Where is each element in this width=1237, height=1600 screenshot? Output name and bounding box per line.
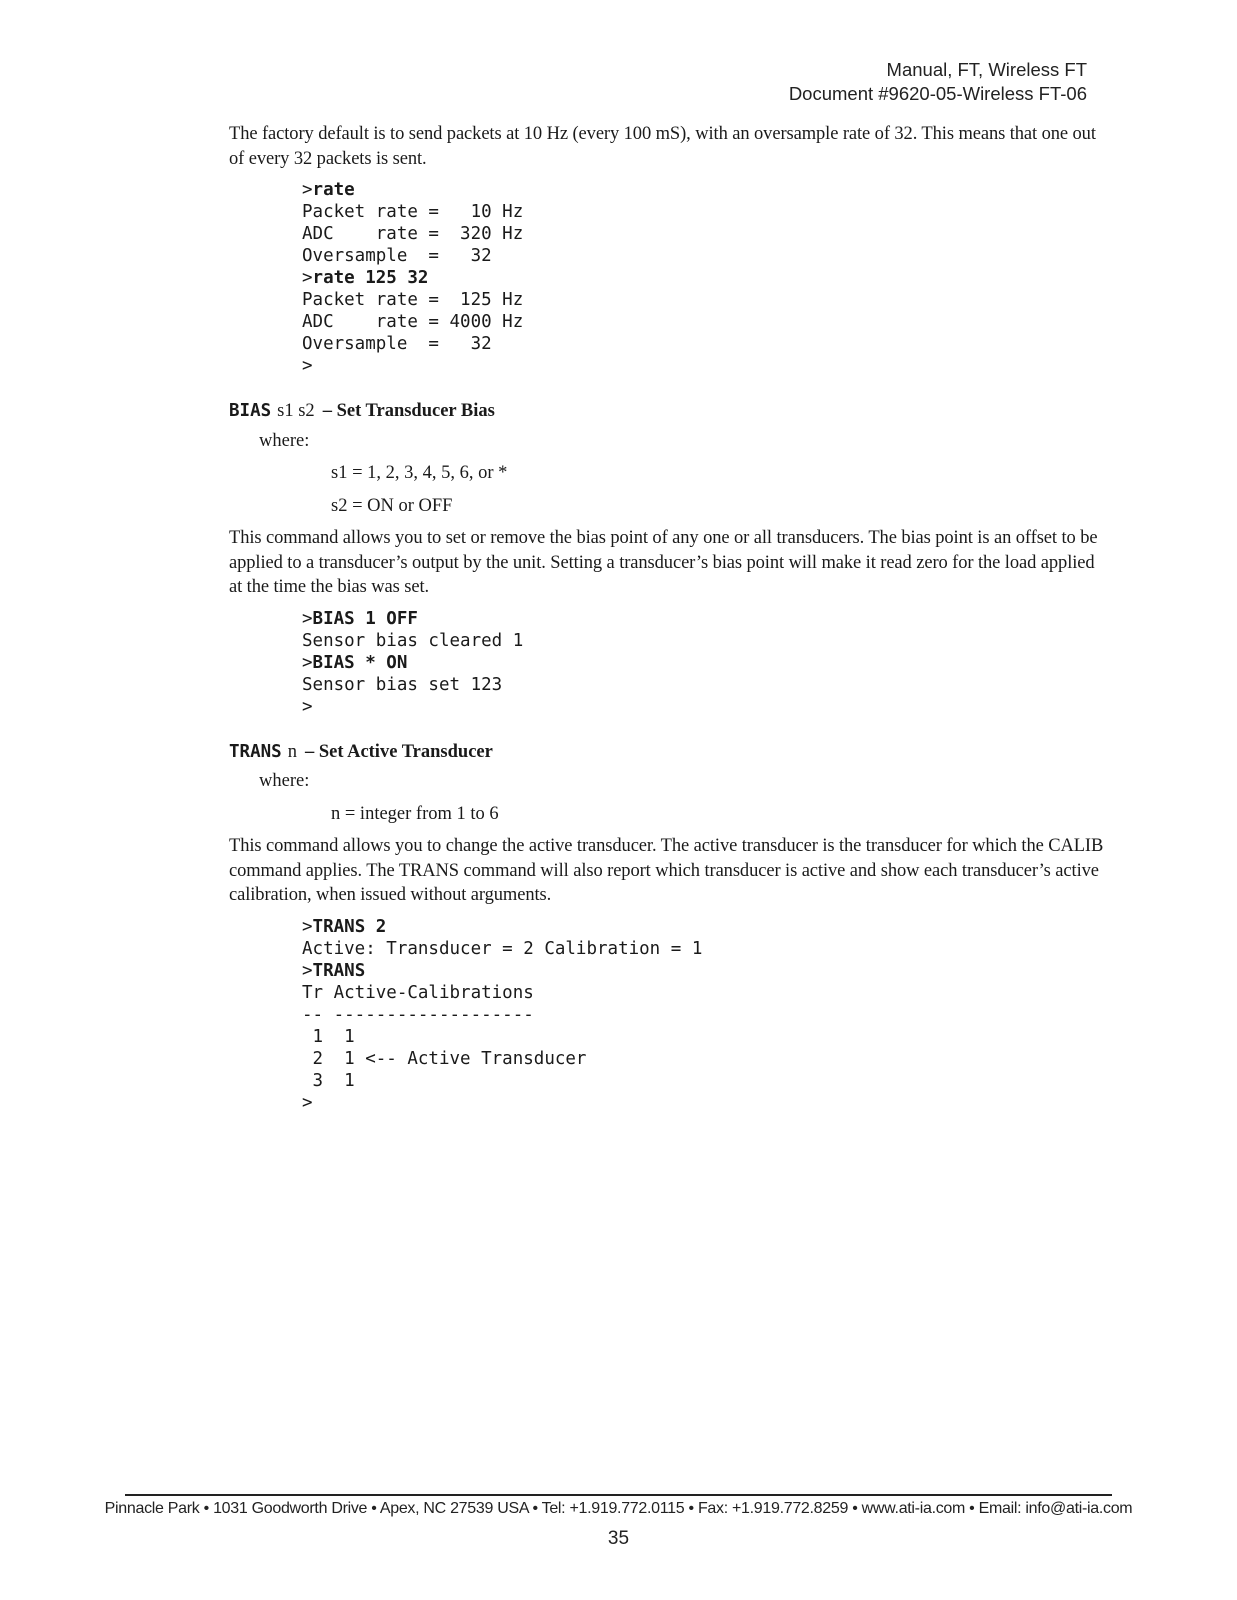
code-line: ADC rate = 4000 Hz — [302, 312, 524, 332]
rate-example-code — [302, 179, 1109, 377]
code-line: >rate — [302, 180, 355, 200]
page-header — [789, 58, 1087, 106]
bias-description: This command allows you to set or remove the bias point of any one or all transducers. The bias point is an offset to be applied to a transducer’s output by the unit. Setting a transducer’s bias point will make it read zero for the load applied at the time the bias was set. — [229, 528, 1098, 597]
code-line: 2 1 <-- Active Transducer — [302, 1048, 587, 1069]
trans-command: TRANS — [229, 741, 282, 762]
footer-divider — [125, 1494, 1112, 1496]
trans-args: n — [287, 741, 297, 762]
bias-args: s1 s2 — [277, 401, 315, 421]
page-number: 35 — [607, 1528, 630, 1549]
bias-def-s1: s1 = 1, 2, 3, 4, 5, 6, or * — [331, 463, 508, 483]
trans-where: where: — [259, 771, 310, 791]
code-line: Sensor bias cleared 1 — [302, 630, 524, 651]
code-line: -- ------------------- — [302, 1004, 534, 1025]
code-line: 3 1 — [302, 1070, 355, 1091]
code-line: > — [302, 696, 313, 717]
bias-command: BIAS — [229, 401, 272, 421]
header-document-number: Document #9620-05-Wireless FT-06 — [788, 83, 1087, 104]
trans-def-n: n = integer from 1 to 6 — [331, 803, 499, 824]
code-line: >TRANS 2 — [302, 916, 387, 937]
header-manual-title: Manual, FT, Wireless FT — [886, 59, 1087, 80]
bias-def-s2: s2 = ON or OFF — [331, 495, 453, 516]
code-line: Oversample = 32 — [302, 334, 492, 354]
code-line: >BIAS * ON — [302, 652, 408, 673]
code-line: >BIAS 1 OFF — [302, 608, 418, 629]
bias-example-code — [302, 608, 1109, 718]
bias-heading — [229, 399, 1109, 424]
code-line: Packet rate = 125 Hz — [302, 290, 524, 310]
code-line: Oversample = 32 — [302, 246, 492, 266]
intro-paragraph: The factory default is to send packets at 10 Hz (every 100 mS), with an oversample rate of 32. This means that one out of every 32 packets is sent. — [229, 124, 1096, 169]
code-line: >rate 125 32 — [302, 268, 429, 288]
code-line: >TRANS — [302, 960, 366, 981]
code-line: > — [302, 356, 313, 376]
code-line: Sensor bias set 123 — [302, 674, 503, 695]
trans-description: This command allows you to change the active transducer. The active transducer is the transducer for which the CALIB command applies. The TRANS command will also report which transducer is active and show each transducer’s active calibration, when issued without arguments. — [229, 836, 1104, 905]
bias-title: – Set Transducer Bias — [322, 401, 495, 421]
bias-where: where: — [259, 430, 310, 451]
code-line: ADC rate = 320 Hz — [302, 224, 524, 244]
code-line: Active: Transducer = 2 Calibration = 1 — [302, 938, 703, 959]
trans-heading — [229, 740, 1109, 765]
trans-title: – Set Active Transducer — [304, 741, 493, 762]
code-line: Packet rate = 10 Hz — [302, 202, 524, 222]
page-content — [229, 122, 1109, 1114]
code-line: > — [302, 1092, 313, 1113]
trans-example-code — [302, 916, 1109, 1114]
code-line: Tr Active-Calibrations — [302, 982, 534, 1003]
footer-address: Pinnacle Park • 1031 Goodworth Drive • Apex, NC 27539 USA • Tel: +1.919.772.0115 • Fax: +1.919.772.8259 • www.ati-ia.com • Email: info@ati-ia.com — [104, 1500, 1133, 1517]
code-line: 1 1 — [302, 1026, 355, 1047]
